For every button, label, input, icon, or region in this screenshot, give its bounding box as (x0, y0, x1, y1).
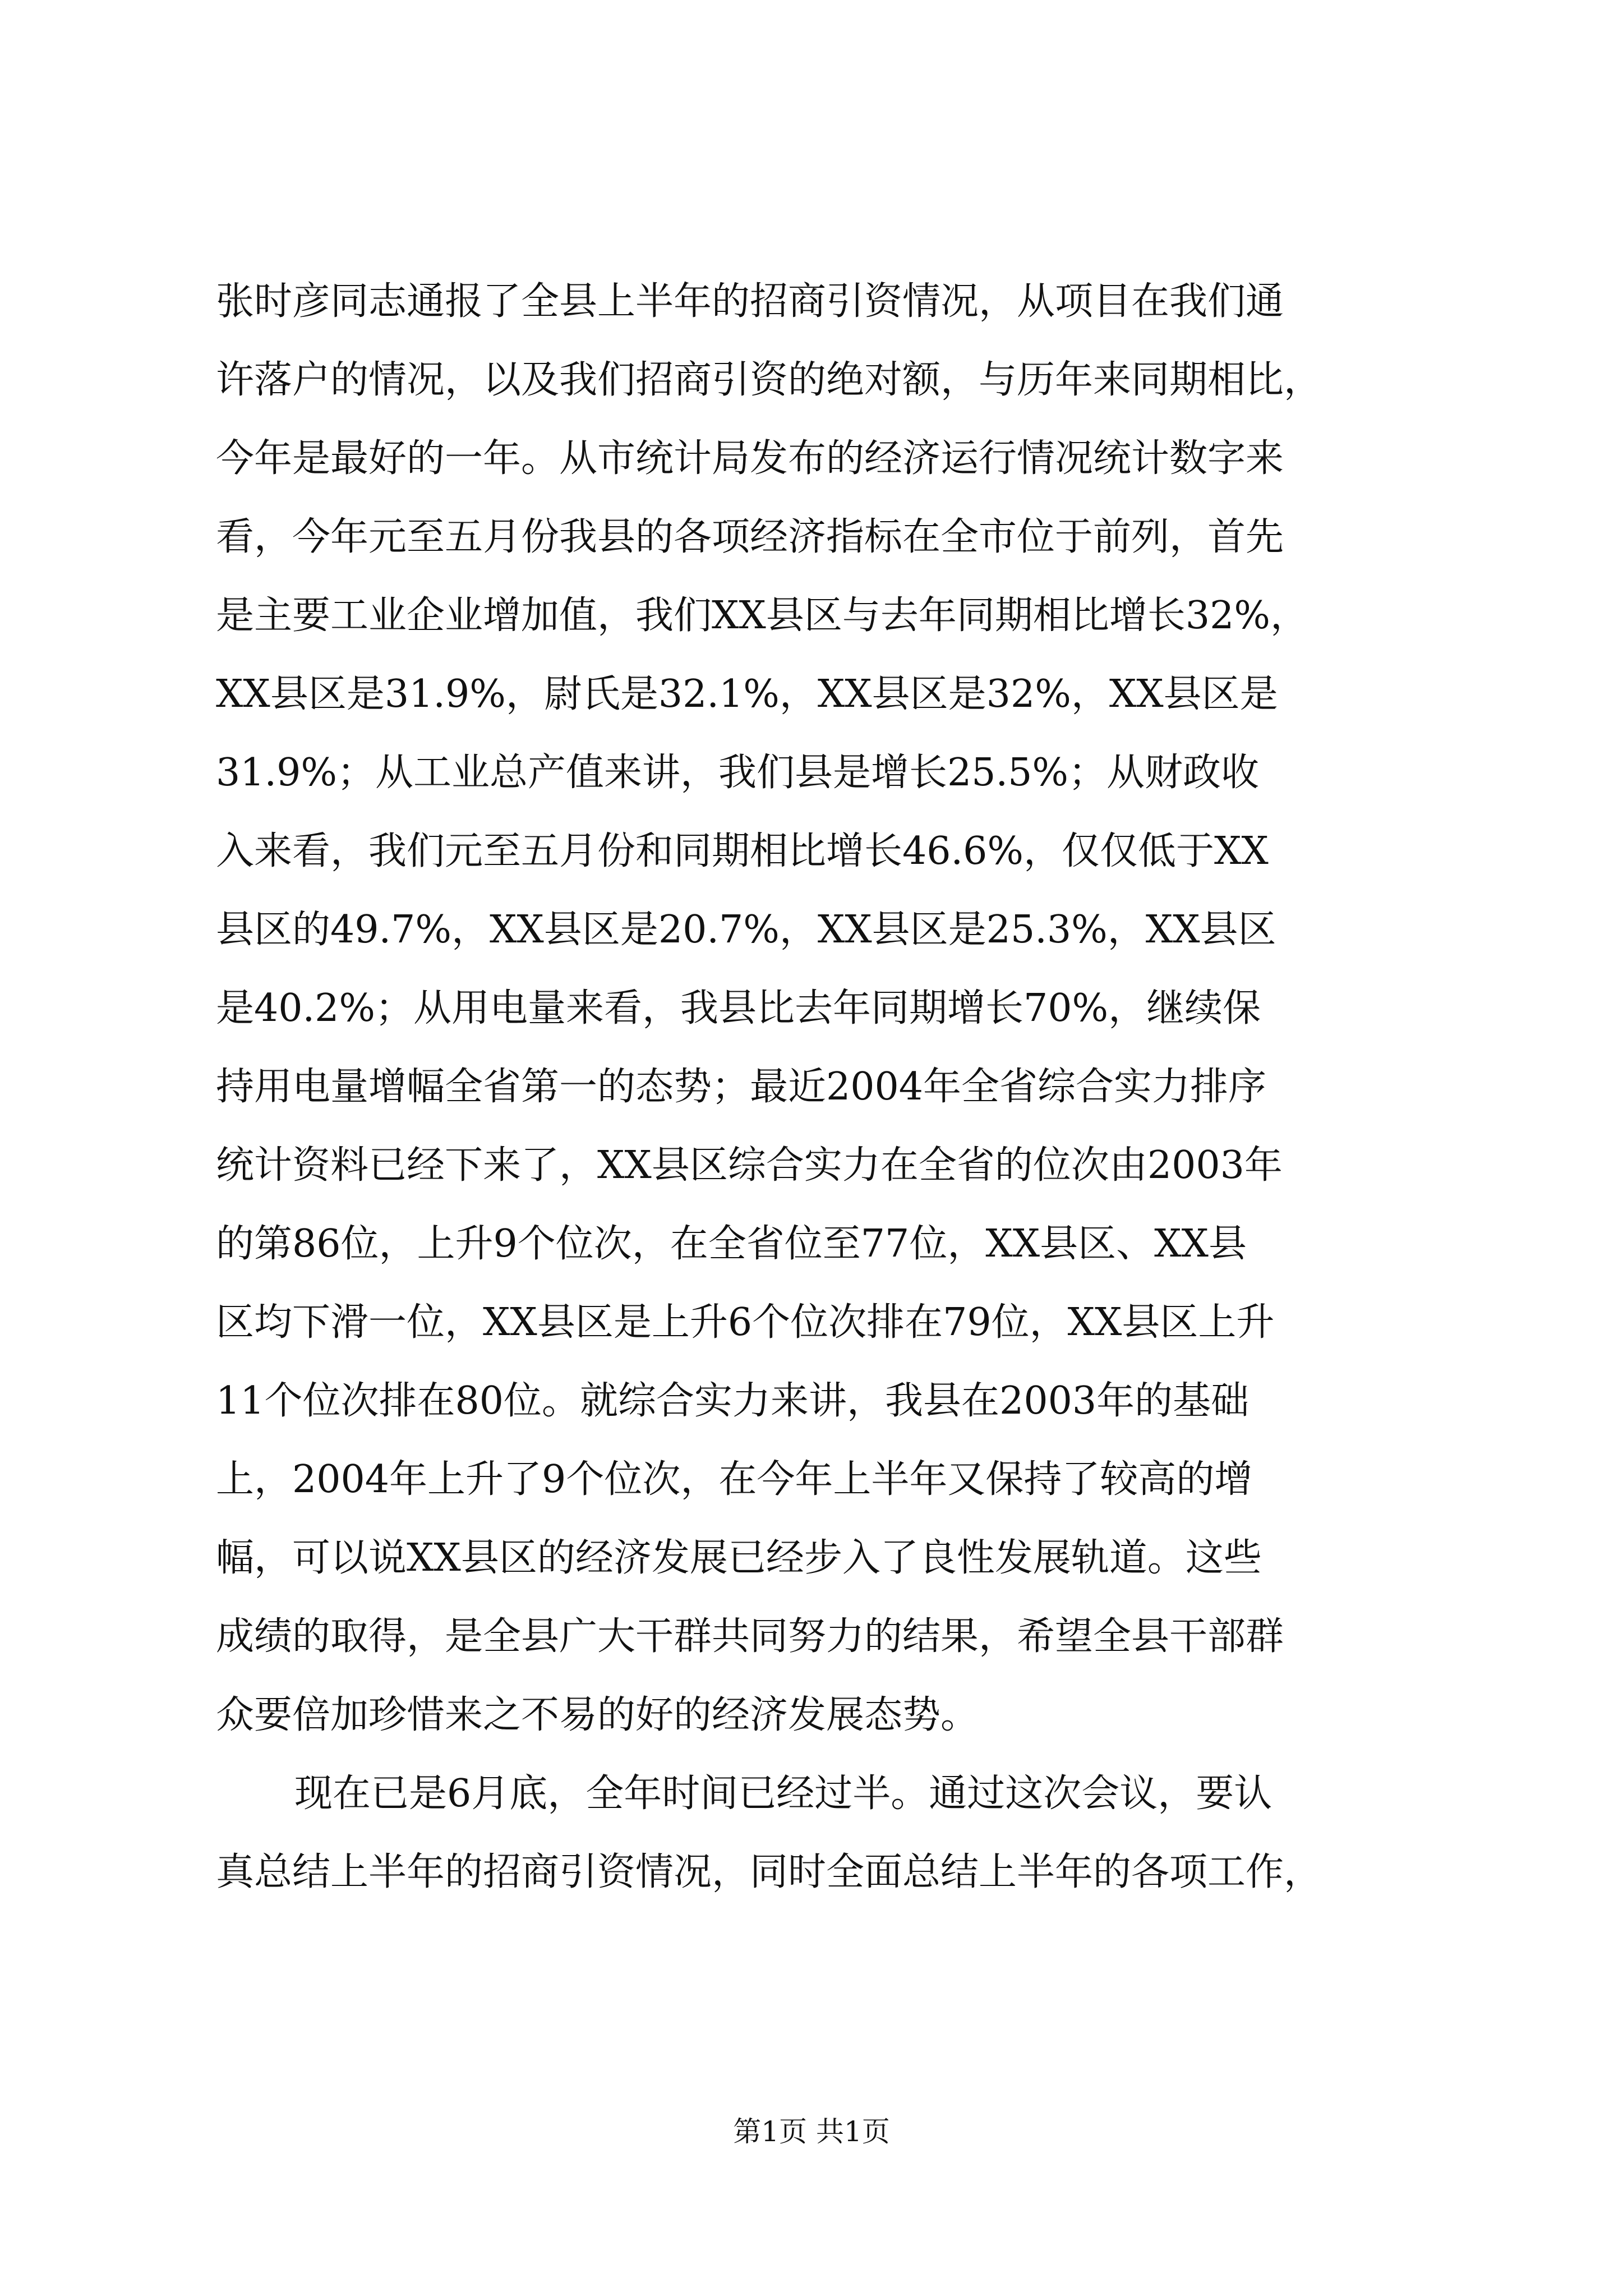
text-line: 持用电量增幅全省第一的态势；最近2004年全省综合实力排序 (216, 1065, 1267, 1109)
text-line: 今年是最好的一年。从市统计局发布的经济运行情况统计数字来 (216, 436, 1284, 481)
text-line: 统计资料已经下来了，XX县区综合实力在全省的位次由2003年 (216, 1143, 1283, 1188)
text-line: 张时彦同志通报了全县上半年的招商引资情况，从项目在我们通 (216, 279, 1284, 324)
text-line: 是主要工业企业增加值，我们XX县区与去年同期相比增长32%， (216, 593, 1308, 638)
text-line: 区均下滑一位，XX县区是上升6个位次排在79位，XX县区上升 (216, 1300, 1275, 1345)
page-footer (0, 2112, 1623, 2151)
paragraph-1 (216, 263, 1438, 1755)
text-line: 县区的49.7%，XX县区是20.7%，XX县区是25.3%，XX县区 (216, 908, 1276, 952)
text-line: 看，今年元至五月份我县的各项经济指标在全市位于前列，首先 (216, 515, 1284, 559)
text-line: 许落户的情况，以及我们招商引资的绝对额，与历年来同期相比， (216, 358, 1322, 402)
text-line: 31.9%；从工业总产值来讲，我们县是增长25.5%；从财政收 (216, 751, 1260, 795)
text-line: 是40.2%；从用电量来看，我县比去年同期增长70%，继续保 (216, 986, 1261, 1030)
text-line: XX县区是31.9%，尉氏是32.1%，XX县区是32%，XX县区是 (216, 672, 1278, 716)
text-line: 现在已是6月底，全年时间已经过半。通过这次会议，要认 (294, 1772, 1272, 1816)
text-line: 11个位次排在80位。就综合实力来讲，我县在2003年的基础 (216, 1379, 1249, 1423)
text-line: 成绩的取得，是全县广大干群共同努力的结果，希望全县干部群 (216, 1614, 1284, 1659)
text-line: 的第86位，上升9个位次，在全省位至77位，XX县区、XX县 (216, 1222, 1247, 1266)
text-line: 真总结上半年的招商引资情况，同时全面总结上半年的各项工作， (216, 1850, 1322, 1894)
text-line: 幅，可以说XX县区的经济发展已经步入了良性发展轨道。这些 (216, 1536, 1262, 1580)
paragraph-2 (216, 1755, 1438, 1912)
text-line: 众要倍加珍惜来之不易的好的经济发展态势。 (216, 1693, 979, 1737)
text-line: 上，2004年上升了9个位次，在今年上半年又保持了较高的增 (216, 1457, 1253, 1502)
text-line: 入来看，我们元至五月份和同期相比增长46.6%，仅仅低于XX (216, 829, 1269, 873)
page-number-label: 第1页 共1页 (733, 2115, 890, 2148)
document-body (216, 263, 1438, 1912)
